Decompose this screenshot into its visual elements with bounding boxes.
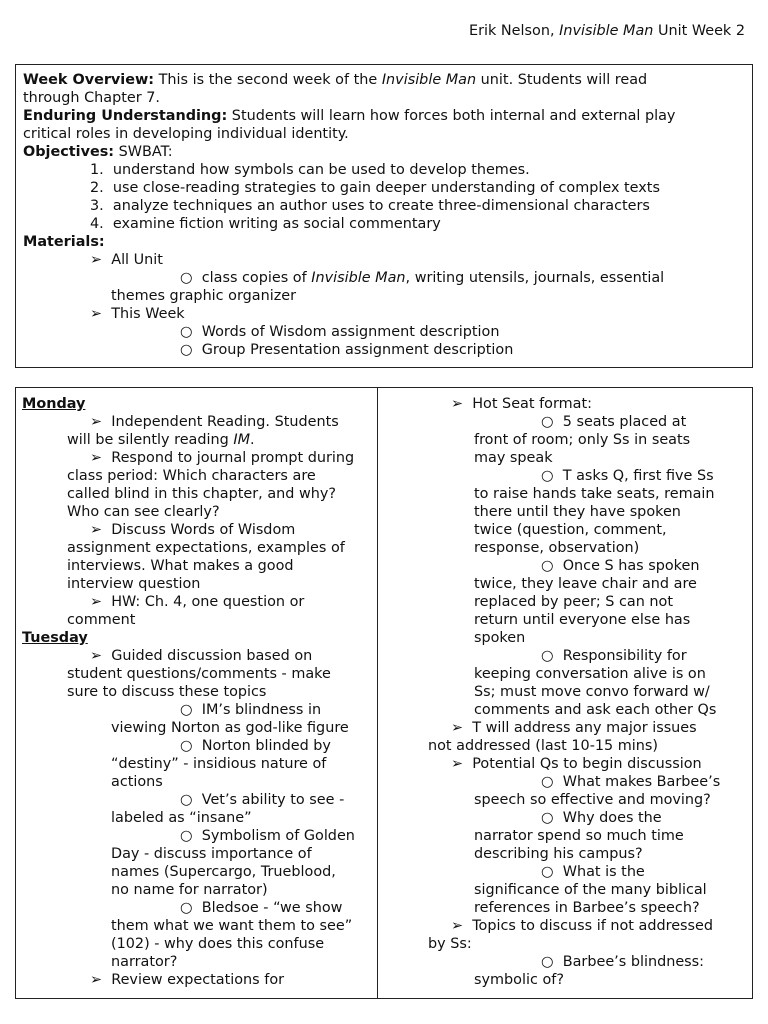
arrow-bullet-icon: ➢ — [90, 252, 103, 268]
tuesday-item-cont: sure to discuss these topics — [67, 684, 267, 700]
circle-bullet-icon: ○ — [180, 792, 193, 808]
monday-item: ➢ Respond to journal prompt during — [90, 450, 355, 466]
tuesday-subitem-cont: actions — [111, 774, 163, 790]
hot-seat-subitem: ○ Responsibility for — [541, 648, 687, 664]
arrow-bullet-icon: ➢ — [451, 396, 464, 412]
right-item: ➢ Potential Qs to begin discussion — [451, 756, 702, 772]
tuesday-heading: Tuesday — [22, 630, 88, 646]
materials-all-unit-item-2: themes graphic organizer — [111, 288, 297, 304]
monday-heading: Monday — [22, 396, 86, 412]
monday-item-cont: comment — [67, 612, 136, 628]
arrow-bullet-icon: ➢ — [90, 972, 103, 988]
circle-bullet-icon: ○ — [541, 954, 554, 970]
circle-bullet-icon: ○ — [541, 468, 554, 484]
materials-this-week-item: ○ Words of Wisdom assignment description — [180, 324, 500, 340]
daily-plan-table — [15, 387, 753, 999]
tuesday-subitem-cont: no name for narrator) — [111, 882, 268, 898]
hot-seat-subitem-cont: spoken — [474, 630, 526, 646]
hot-seat-subitem-cont: twice, they leave chair and are — [474, 576, 697, 592]
tuesday-subitem-cont: “destiny” - insidious nature of — [111, 756, 327, 772]
enduring-understanding-line: Enduring Understanding: Students will learn how forces both internal and external play — [23, 108, 676, 124]
monday-item: ➢ HW: Ch. 4, one question or — [90, 594, 305, 610]
objective-item: 1. understand how symbols can be used to develop themes. — [90, 162, 530, 178]
hot-seat-subitem-cont: response, observation) — [474, 540, 640, 556]
topic-item: ○ Barbee’s blindness: — [541, 954, 705, 970]
hot-seat-subitem: ○ Once S has spoken — [541, 558, 700, 574]
hot-seat-subitem-cont: replaced by peer; S can not — [474, 594, 673, 610]
arrow-bullet-icon: ➢ — [451, 918, 464, 934]
objective-item: 4. examine fiction writing as social commentary — [90, 216, 441, 232]
materials-all-unit: ➢ All Unit — [90, 252, 163, 268]
monday-item-cont: Who can see clearly? — [67, 504, 220, 520]
enduring-understanding-line-2: critical roles in developing individual identity. — [23, 126, 349, 142]
arrow-bullet-icon: ➢ — [90, 414, 103, 430]
tuesday-subitem: ○ Symbolism of Golden — [180, 828, 355, 844]
tuesday-subitem-cont: viewing Norton as god-like figure — [111, 720, 349, 736]
objectives-line: Objectives: SWBAT: — [23, 144, 173, 160]
circle-bullet-icon: ○ — [180, 828, 193, 844]
hot-seat-subitem-cont: comments and ask each other Qs — [474, 702, 717, 718]
header-book-title: Invisible Man — [559, 23, 654, 39]
hot-seat-subitem-cont: Ss; must move convo forward w/ — [474, 684, 710, 700]
arrow-bullet-icon: ➢ — [451, 720, 464, 736]
circle-bullet-icon: ○ — [541, 810, 554, 826]
topic-item-cont: symbolic of? — [474, 972, 564, 988]
objective-item: 3. analyze techniques an author uses to create three-dimensional characters — [90, 198, 650, 214]
arrow-bullet-icon: ➢ — [90, 306, 103, 322]
hot-seat-subitem-cont: keeping conversation alive is on — [474, 666, 706, 682]
potential-question: ○ Why does the — [541, 810, 662, 826]
potential-question-cont: significance of the many biblical — [474, 882, 707, 898]
right-item: ➢ T will address any major issues — [451, 720, 697, 736]
tuesday-item: ➢ Guided discussion based on — [90, 648, 313, 664]
potential-question: ○ What is the — [541, 864, 645, 880]
circle-bullet-icon: ○ — [180, 342, 193, 358]
tuesday-item-cont: student questions/comments - make — [67, 666, 331, 682]
tuesday-subitem-cont: labeled as “insane” — [111, 810, 252, 826]
tuesday-subitem: ○ Norton blinded by — [180, 738, 331, 754]
circle-bullet-icon: ○ — [180, 270, 193, 286]
potential-question-cont: references in Barbee’s speech? — [474, 900, 700, 916]
arrow-bullet-icon: ➢ — [451, 756, 464, 772]
tuesday-subitem: ○ IM’s blindness in — [180, 702, 322, 718]
arrow-bullet-icon: ➢ — [90, 648, 103, 664]
monday-item-cont: will be silently reading IM. — [67, 432, 255, 448]
circle-bullet-icon: ○ — [180, 702, 193, 718]
column-divider — [377, 388, 378, 998]
circle-bullet-icon: ○ — [541, 774, 554, 790]
header-suffix: Unit Week 2 — [653, 23, 745, 39]
week-overview-label: Week Overview: — [23, 72, 155, 88]
hot-seat-subitem-cont: may speak — [474, 450, 553, 466]
hot-seat-subitem-cont: front of room; only Ss in seats — [474, 432, 691, 448]
arrow-bullet-icon: ➢ — [90, 450, 103, 466]
hot-seat-subitem-cont: there until they have spoken — [474, 504, 681, 520]
tuesday-subitem: ○ Bledsoe - “we show — [180, 900, 343, 916]
objectives-label: Objectives: — [23, 144, 115, 160]
circle-bullet-icon: ○ — [541, 414, 554, 430]
tuesday-subitem-cont: (102) - why does this confuse — [111, 936, 325, 952]
tuesday-subitem-cont: narrator? — [111, 954, 178, 970]
potential-question: ○ What makes Barbee’s — [541, 774, 721, 790]
tuesday-item: ➢ Review expectations for — [90, 972, 285, 988]
objective-item: 2. use close-reading strategies to gain deeper understanding of complex texts — [90, 180, 660, 196]
circle-bullet-icon: ○ — [541, 648, 554, 664]
enduring-understanding-label: Enduring Understanding: — [23, 108, 228, 124]
week-overview-line-2: through Chapter 7. — [23, 90, 160, 106]
materials-all-unit-item: ○ class copies of Invisible Man, writing utensils, journals, essential — [180, 270, 665, 286]
monday-item: ➢ Independent Reading. Students — [90, 414, 339, 430]
right-item-cont: not addressed (last 10-15 mins) — [428, 738, 659, 754]
circle-bullet-icon: ○ — [541, 864, 554, 880]
hot-seat-subitem: ○ T asks Q, first five Ss — [541, 468, 714, 484]
hot-seat-subitem-cont: twice (question, comment, — [474, 522, 667, 538]
monday-item-cont: interview question — [67, 576, 201, 592]
header-author: Erik Nelson, — [468, 23, 560, 39]
monday-item-cont: called blind in this chapter, and why? — [67, 486, 337, 502]
materials-label: Materials: — [23, 234, 105, 250]
tuesday-subitem-cont: Day - discuss importance of — [111, 846, 312, 862]
circle-bullet-icon: ○ — [180, 324, 193, 340]
hot-seat-subitem-cont: to raise hands take seats, remain — [474, 486, 715, 502]
monday-item-cont: assignment expectations, examples of — [67, 540, 345, 556]
circle-bullet-icon: ○ — [180, 900, 193, 916]
materials-this-week-item: ○ Group Presentation assignment description — [180, 342, 514, 358]
page-header — [469, 22, 745, 40]
week-overview-line: Week Overview: This is the second week of the Invisible Man unit. Students will read — [23, 72, 648, 88]
potential-question-cont: describing his campus? — [474, 846, 643, 862]
right-item: ➢ Topics to discuss if not addressed — [451, 918, 714, 934]
circle-bullet-icon: ○ — [541, 558, 554, 574]
arrow-bullet-icon: ➢ — [90, 594, 103, 610]
tuesday-subitem-cont: names (Supercargo, Trueblood, — [111, 864, 336, 880]
hot-seat-subitem: ○ 5 seats placed at — [541, 414, 687, 430]
tuesday-subitem-cont: them what we want them to see” — [111, 918, 353, 934]
monday-item: ➢ Discuss Words of Wisdom — [90, 522, 296, 538]
materials-this-week: ➢ This Week — [90, 306, 185, 322]
week-overview-box — [15, 64, 753, 368]
hot-seat-item: ➢ Hot Seat format: — [451, 396, 592, 412]
monday-item-cont: class period: Which characters are — [67, 468, 316, 484]
potential-question-cont: speech so effective and moving? — [474, 792, 711, 808]
potential-question-cont: narrator spend so much time — [474, 828, 684, 844]
arrow-bullet-icon: ➢ — [90, 522, 103, 538]
monday-item-cont: interviews. What makes a good — [67, 558, 294, 574]
circle-bullet-icon: ○ — [180, 738, 193, 754]
tuesday-subitem: ○ Vet’s ability to see - — [180, 792, 345, 808]
right-item-cont: by Ss: — [428, 936, 472, 952]
hot-seat-subitem-cont: return until everyone else has — [474, 612, 691, 628]
